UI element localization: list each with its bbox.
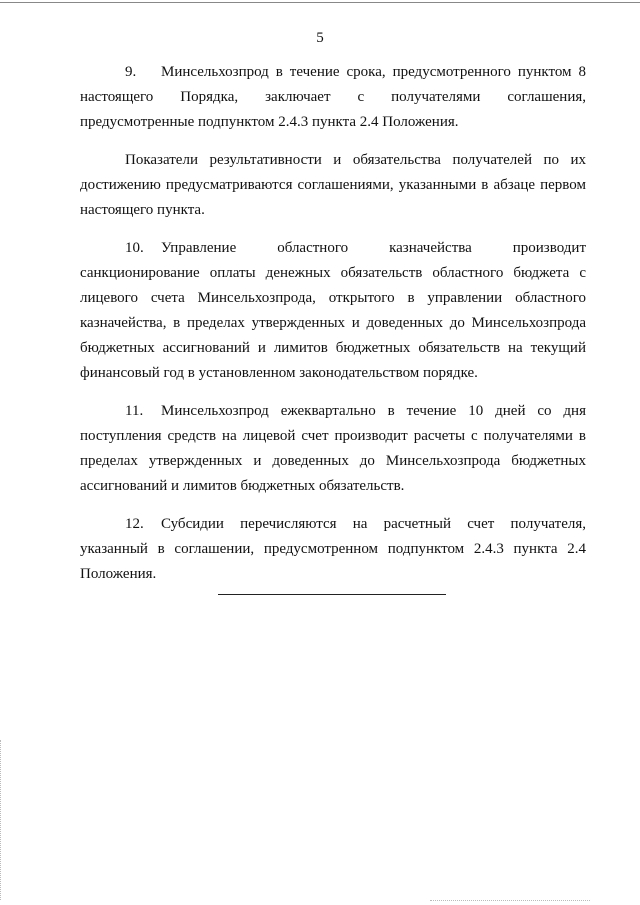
paragraph-number: 9. (125, 64, 137, 80)
paragraph-text: Субсидии перечисляются на расчетный счет получателя, указанный в соглашении, предусмотренном подпунктом 2.4.3 пункта 2.4 Положения. (80, 516, 586, 582)
paragraph-text: Управление областного казначейства производит санкционирование оплаты денежных обязательств областного бюджета с лицевого счета Минсельхозпрода, открытого в управлении областного казначейства, в пределах утвержденных и доведенных до Минсельхозпрода бюджетных ассигнований и лимитов бюджетных обязательств на текущий финансовый год в установленном законодательством порядке. (80, 240, 586, 381)
scan-artifact-left (0, 740, 2, 900)
paragraph-10 (80, 236, 586, 386)
end-separator-line (218, 594, 446, 595)
paragraph-text: Показатели результативности и обязательства получателей по их достижению предусматриваются соглашениями, указанными в абзаце первом настоящего пункта. (80, 152, 586, 218)
paragraph-11 (80, 399, 586, 499)
paragraph-number: 10. (125, 240, 144, 256)
paragraph-text: Минсельхозпрод в течение срока, предусмотренного пунктом 8 настоящего Порядка, заключает с получателями соглашения, предусмотренные подпунктом 2.4.3 пункта 2.4 Положения. (80, 64, 586, 130)
paragraph-text: Минсельхозпрод ежеквартально в течение 10 дней со дня поступления средств на лицевой счет производит расчеты с получателями в пределах утвержденных и доведенных до Минсельхозпрода бюджетных ассигнований и лимитов бюджетных обязательств. (80, 403, 586, 494)
page-number: 5 (316, 30, 324, 46)
paragraph-12 (80, 512, 586, 587)
document-body (80, 60, 586, 600)
scan-top-edge (0, 2, 640, 3)
scan-artifact-bottom (430, 900, 590, 902)
paragraph-number: 12. (125, 516, 144, 532)
paragraph-9 (80, 60, 586, 135)
paragraph-number: 11. (125, 403, 144, 419)
paragraph-9-continuation (80, 148, 586, 223)
